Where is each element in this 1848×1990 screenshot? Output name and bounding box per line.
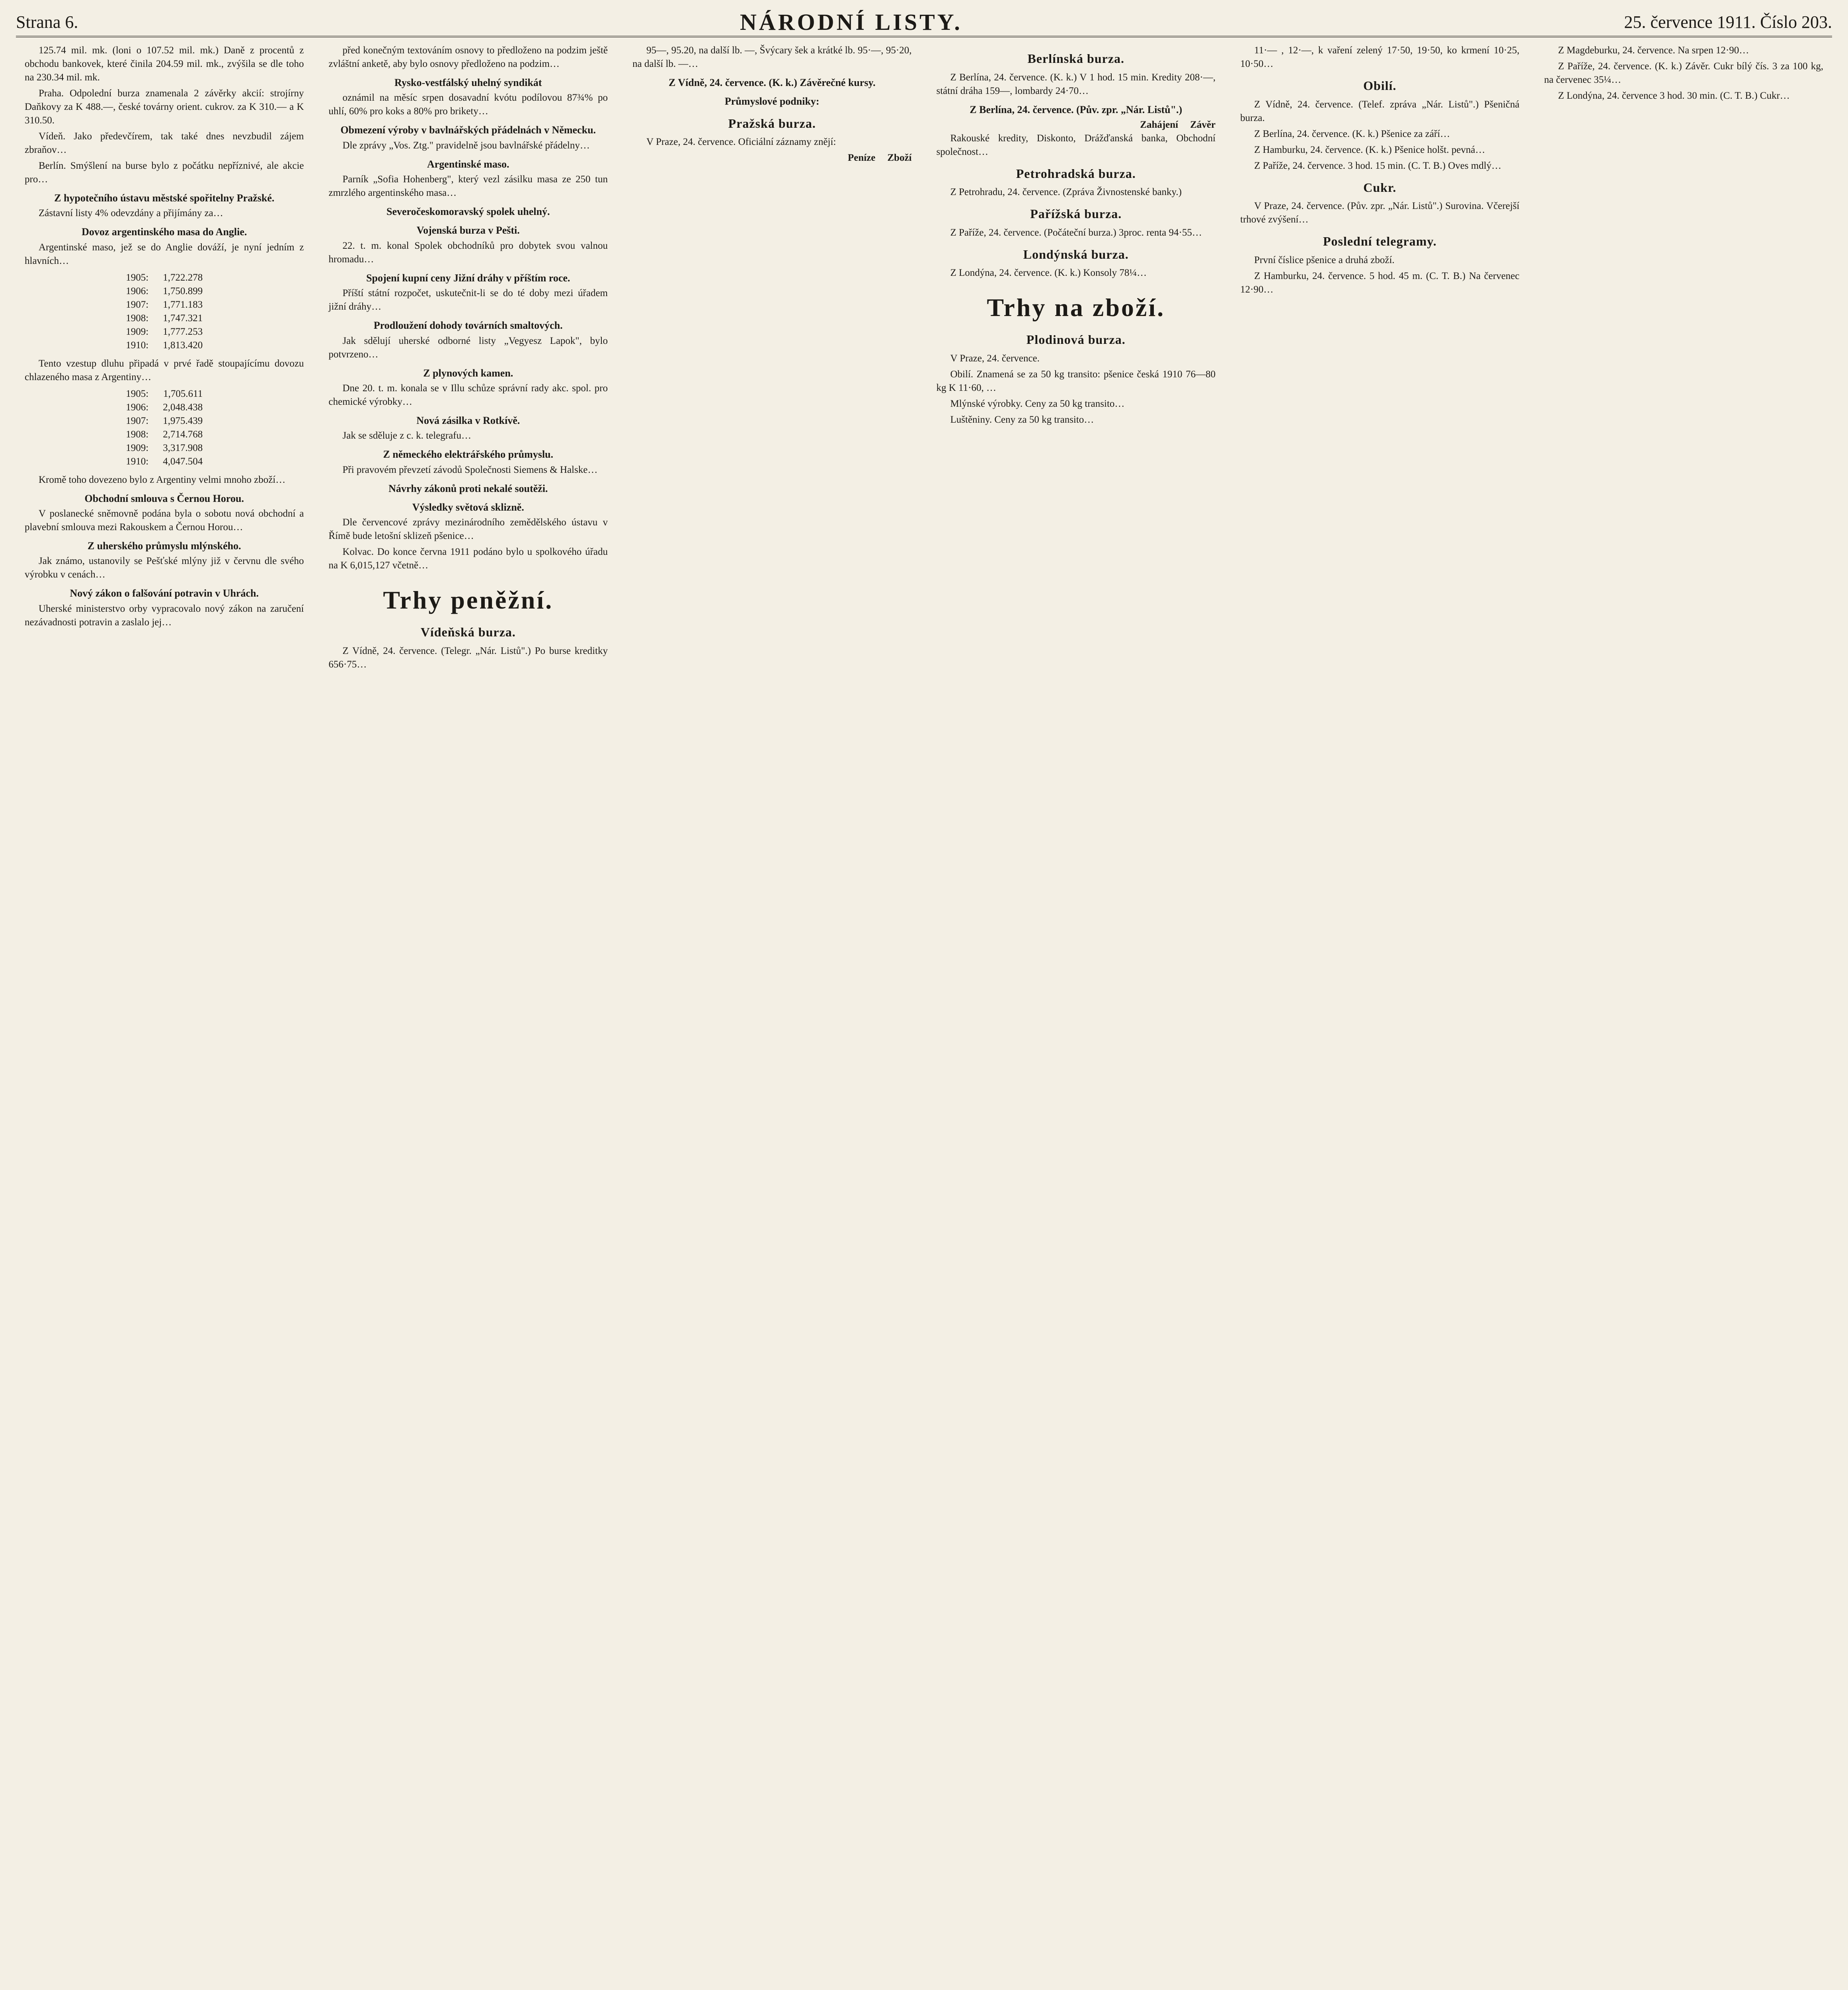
article-paragraph: Berlín. Smýšlení na burse bylo z počátku nepříznivé, ale akcie pro…	[25, 160, 304, 185]
value-cell: 1,750.899	[163, 285, 203, 297]
subsection-heading: Plodinová burza.	[1026, 332, 1126, 347]
article-paragraph: Kolvac. Do konce června 1911 podáno bylo u spolkového úřadu na K 6,015,127 včetně…	[328, 546, 608, 571]
article-paragraph: 11·— , 12·—, k vaření zelený 17·50, 19·50, ko krmení 10·25, 10·50…	[1240, 45, 1520, 69]
article-paragraph: 95—, 95.20, na další lb. —, Švýcary šek a krátké lb. 95·—, 95·20, na další lb. —…	[632, 45, 912, 69]
value-cell: 1,813.420	[163, 339, 203, 351]
article-heading: Z hypotečního ústavu městské spořitelny Pražské.	[54, 192, 275, 204]
article-paragraph: V Praze, 24. července.	[950, 353, 1040, 364]
header-zahájení: Zahájení	[1140, 119, 1179, 130]
table-row	[119, 441, 210, 455]
column-6	[1536, 44, 1832, 1990]
table-row	[119, 414, 210, 428]
column-headers	[632, 151, 912, 165]
article-paragraph: Dle červencové zprávy mezinárodního zemědělského ústavu v Římě bude letošní sklizeň pšenice…	[328, 517, 608, 542]
table-row	[119, 285, 210, 298]
value-cell: 1,705.611	[163, 388, 203, 399]
article-paragraph: Z Paříže, 24. července. 3 hod. 15 min. (C. T. B.) Oves mdlý…	[1254, 160, 1502, 171]
article-paragraph: V Praze, 24. července. Oficiální záznamy znějí:	[646, 137, 836, 148]
header-závěr: Závěr	[1190, 119, 1216, 130]
article-heading: Dovoz argentinského masa do Anglie.	[82, 226, 247, 238]
article-paragraph: Uherské ministerstvo orby vypracovalo nový zákon na zaručení nezávadnosti potravin a zaslalo jej…	[25, 603, 304, 628]
article-heading: Návrhy zákonů proti nekalé soutěži.	[388, 482, 548, 494]
article-paragraph: Z Vídně, 24. července. (Telegr. „Nár. Listů".) Po burse kreditky 656·75…	[328, 645, 608, 670]
section-heading: Trhy peněžní.	[383, 586, 554, 615]
year-cell: 1905:	[126, 272, 149, 283]
issue-date: 25. července 1911. Číslo 203.	[1624, 12, 1832, 32]
value-cell: 1,975.439	[163, 415, 203, 426]
value-cell: 1,777.253	[163, 326, 203, 337]
article-paragraph: V poslanecké sněmovně podána byla o sobotu nová obchodní a plavební smlouva mezi Rakouskem a Černou Horou…	[25, 508, 304, 533]
article-paragraph: V Praze, 24. července. (Pův. zpr. „Nár. Listů".) Surovina. Včerejší trhové zvýšení…	[1240, 201, 1520, 225]
year-cell: 1909:	[126, 326, 149, 337]
article-paragraph: Argentinské maso, jež se do Anglie dováží, je nyní jedním z hlavních…	[25, 242, 304, 266]
article-paragraph: 22. t. m. konal Spolek obchodníků pro dobytek svou valnou hromadu…	[328, 240, 608, 265]
article-paragraph: Tento vzestup dluhu připadá v prvé řadě stoupajícímu dovozu chlazeného masa z Argentiny…	[25, 358, 304, 382]
article-heading: Z uherského průmyslu mlýnského.	[87, 540, 241, 552]
article-heading: Průmyslové podniky:	[724, 96, 820, 107]
year-cell: 1910:	[126, 456, 149, 467]
article-paragraph: 125.74 mil. mk. (loni o 107.52 mil. mk.) Daně z procentů z obchodu bankovek, které činila 204.59 mil. mk., zvýšila se dle toho na 230.34 mil. mk.	[25, 45, 304, 83]
value-cell: 2,048.438	[163, 402, 203, 413]
article-heading: Obmezení výroby v bavlnářských přádelnách v Německu.	[340, 124, 596, 136]
table-row	[119, 339, 210, 352]
subsection-heading: Petrohradská burza.	[1016, 166, 1136, 181]
value-cell: 1,747.321	[163, 312, 203, 324]
article-paragraph: Vídeň. Jako předevčírem, tak také dnes nevzbudil zájem zbraňov…	[25, 131, 304, 155]
article-heading: Výsledky světová sklizně.	[412, 501, 524, 513]
article-heading: Z německého elektrářského průmyslu.	[383, 449, 554, 460]
article-paragraph: Jak sdělují uherské odborné listy „Vegyesz Lapok", bylo potvrzeno…	[328, 335, 608, 360]
year-cell: 1908:	[126, 312, 149, 324]
article-paragraph: Z Londýna, 24. července 3 hod. 30 min. (C. T. B.) Cukr…	[1558, 90, 1790, 101]
year-cell: 1907:	[126, 415, 149, 426]
subsection-heading: Poslední telegramy.	[1323, 234, 1437, 249]
subsection-heading: Pařížská burza.	[1030, 207, 1122, 221]
article-heading: Z Berlína, 24. července. (Pův. zpr. „Nár. Listů".)	[970, 103, 1183, 115]
article-paragraph: Luštěniny. Ceny za 50 kg transito…	[950, 414, 1094, 425]
article-paragraph: Z Berlína, 24. července. (K. k.) Pšenice za září…	[1254, 128, 1450, 139]
year-cell: 1906:	[126, 402, 149, 413]
article-paragraph: Příští státní rozpočet, uskutečnit-li se do té doby mezi úřadem jižní dráhy…	[328, 288, 608, 312]
header-peníze: Peníze	[847, 152, 876, 164]
subsection-heading: Berlínská burza.	[1027, 51, 1125, 66]
article-paragraph: Z Magdeburku, 24. července. Na srpen 12·90…	[1558, 45, 1749, 56]
article-paragraph: Z Petrohradu, 24. července. (Zpráva Živnostenské banky.)	[950, 187, 1182, 198]
subsection-heading: Pražská burza.	[728, 116, 816, 131]
value-cell: 1,722.278	[163, 272, 203, 283]
year-cell: 1908:	[126, 429, 149, 440]
table-row	[119, 401, 210, 414]
article-heading: Prodloužení dohody továrních smaltových.	[373, 320, 563, 332]
article-paragraph: Z Vídně, 24. července. (Telef. zpráva „Nár. Listů".) Pšeničná burza.	[1240, 99, 1520, 123]
table-row	[119, 312, 210, 325]
article-paragraph: Parník „Sofia Hohenberg", který vezl zásilku masa ze 250 tun zmrzlého argentinského masa…	[328, 174, 608, 199]
article-paragraph: Z Paříže, 24. července. (Počáteční burza.) 3proc. renta 94·55…	[950, 227, 1202, 238]
year-cell: 1906:	[126, 285, 149, 297]
article-paragraph: První číslice pšenice a druhá zboží.	[1254, 254, 1395, 265]
article-paragraph: Z Hamburku, 24. července. 5 hod. 45 m. (C. T. B.) Na červenec 12·90…	[1240, 270, 1520, 295]
subsection-heading: Cukr.	[1363, 180, 1397, 195]
masthead: NÁRODNÍ LISTY.	[740, 9, 962, 35]
article-paragraph: oznámil na měsíc srpen dosavadní kvótu podílovou 87¾% po uhlí, 60% pro koks a 80% pro brikety…	[328, 92, 608, 117]
column-5	[1231, 44, 1528, 1990]
article-heading: Severočeskomoravský spolek uhelný.	[386, 206, 550, 218]
value-cell: 3,317.908	[163, 442, 203, 453]
table-row	[119, 271, 210, 285]
article-paragraph: Kromě toho dovezeno bylo z Argentiny velmi mnoho zboží…	[39, 474, 286, 485]
value-cell: 2,714.768	[163, 429, 203, 440]
year-cell: 1905:	[126, 388, 149, 399]
page-header	[16, 8, 1832, 37]
article-paragraph: Z Londýna, 24. července. (K. k.) Konsoly 78¼…	[950, 267, 1147, 279]
column-3	[624, 44, 921, 1990]
article-paragraph: Dle zprávy „Vos. Ztg." pravidelně jsou bavlnářské přádelny…	[342, 140, 590, 151]
page-number: Strana 6.	[16, 12, 78, 32]
subsection-heading: Londýnská burza.	[1023, 247, 1129, 261]
year-cell: 1910:	[126, 339, 149, 351]
subsection-heading: Obilí.	[1363, 78, 1397, 93]
table-row	[119, 298, 210, 312]
article-heading: Z plynových kamen.	[423, 367, 513, 379]
section-heading: Trhy na zboží.	[987, 293, 1165, 322]
table-row	[119, 325, 210, 339]
year-cell: 1909:	[126, 442, 149, 453]
article-paragraph: Zástavní listy 4% odevzdány a přijímány za…	[39, 208, 223, 219]
column-2	[320, 44, 617, 1990]
table-row	[119, 455, 210, 468]
article-paragraph: před konečným textováním osnovy to předloženo na podzim ještě zvláštní anketě, aby bylo osnovy předloženo na podzim…	[328, 45, 608, 69]
export-table-1	[119, 271, 210, 352]
value-cell: 4,047.504	[163, 456, 203, 467]
article-paragraph: Dne 20. t. m. konala se v Illu schůze správní rady akc. spol. pro chemické výrobky…	[328, 382, 608, 407]
article-paragraph: Jak známo, ustanovily se Pešťské mlýny již v červnu dle svého výrobku v cenách…	[25, 556, 304, 580]
article-heading: Z Vídně, 24. července. (K. k.) Závěrečné kursy.	[668, 77, 876, 88]
table-row	[119, 387, 210, 401]
column-4	[928, 44, 1225, 1990]
article-paragraph: Z Paříže, 24. července. (K. k.) Závěr. Cukr bílý čís. 3 za 100 kg, na červenec 35¼…	[1544, 61, 1823, 85]
table-row	[119, 428, 210, 441]
article-paragraph: Mlýnské výrobky. Ceny za 50 kg transito…	[950, 398, 1125, 409]
column-1	[16, 44, 313, 1990]
subsection-heading: Vídeňská burza.	[420, 625, 516, 640]
article-paragraph: Z Berlína, 24. července. (K. k.) V 1 hod. 15 min. Kredity 208·—, státní dráha 159—, lombardy 24·70…	[936, 72, 1216, 96]
columns	[16, 44, 1832, 1990]
column-headers	[937, 118, 1216, 132]
year-cell: 1907:	[126, 299, 149, 310]
article-paragraph: Praha. Odpolední burza znamenala 2 závěrky akcií: strojírny Daňkovy za K 488.—, české továrny orient. cukrov. za K 310.— a K 310.50.	[25, 88, 304, 126]
article-heading: Vojenská burza v Pešti.	[416, 224, 520, 236]
article-heading: Spojení kupní ceny Jižní dráhy v příštím roce.	[366, 272, 570, 284]
article-paragraph: Rakouské kredity, Diskonto, Drážďanská banka, Obchodní společnost…	[936, 133, 1216, 157]
article-heading: Rysko-vestfálský uhelný syndikát	[394, 77, 542, 88]
article-heading: Obchodní smlouva s Černou Horou.	[84, 492, 244, 504]
article-heading: Nová zásilka v Rotkívě.	[416, 414, 520, 426]
header-zboží: Zboží	[887, 152, 912, 164]
article-paragraph: Z Hamburku, 24. července. (K. k.) Pšenice holšt. pevná…	[1254, 144, 1485, 155]
article-paragraph: Jak se sděluje z c. k. telegrafu…	[342, 430, 471, 441]
value-cell: 1,771.183	[163, 299, 203, 310]
article-paragraph: Obilí. Znamená se za 50 kg transito: pšenice česká 1910 76—80 kg K 11·60, …	[936, 369, 1216, 393]
article-heading: Argentinské maso.	[427, 158, 509, 170]
export-table-2	[119, 387, 210, 468]
article-heading: Nový zákon o falšování potravin v Uhrách.	[70, 587, 259, 599]
article-paragraph: Při pravovém převzetí závodů Společnosti Siemens & Halske…	[342, 464, 598, 475]
